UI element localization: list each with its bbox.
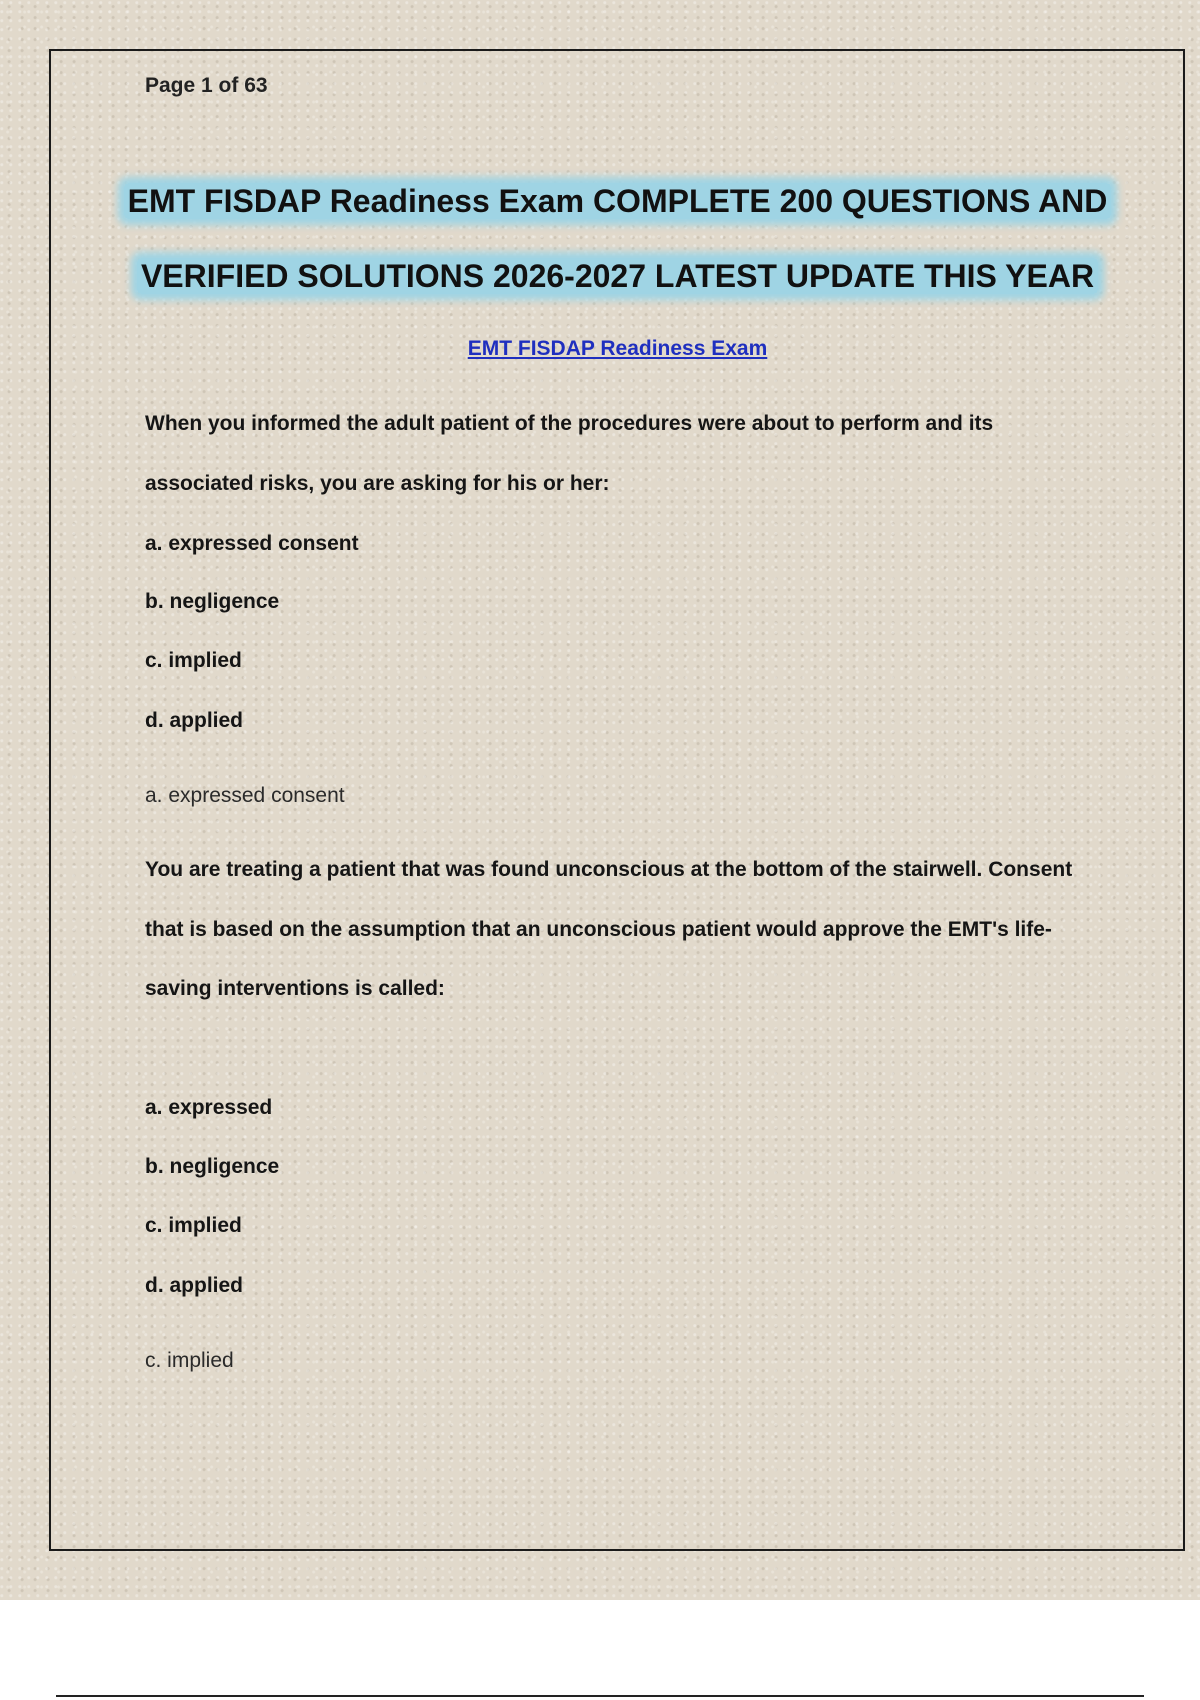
question-2-option-a: a. expressed	[145, 1096, 273, 1119]
page-number: Page 1 of 63	[145, 74, 268, 97]
footer-divider	[56, 1695, 1144, 1697]
question-2-option-b: b. negligence	[145, 1155, 280, 1178]
question-1-line-2: associated risks, you are asking for his or her:	[145, 472, 610, 495]
document-title-line-1: EMT FISDAP Readiness Exam COMPLETE 200 QUESTIONS AND	[0, 183, 1200, 220]
question-2-option-c: c. implied	[145, 1214, 242, 1237]
question-1-answer: a. expressed consent	[145, 784, 345, 807]
question-1-option-a: a. expressed consent	[145, 532, 359, 555]
question-1-option-b: b. negligence	[145, 590, 280, 613]
question-2-answer: c. implied	[145, 1349, 234, 1372]
question-1-line-1: When you informed the adult patient of the procedures were about to perform and its	[145, 412, 994, 435]
question-2-line-1: You are treating a patient that was found unconscious at the bottom of the stairwell. Consent	[145, 858, 1073, 881]
exam-link[interactable]: EMT FISDAP Readiness Exam	[467, 337, 768, 360]
question-1-option-c: c. implied	[145, 649, 242, 672]
question-2-line-2: that is based on the assumption that an unconscious patient would approve the EMT's life-	[145, 918, 1052, 941]
question-2-line-3: saving interventions is called:	[145, 977, 445, 1000]
question-1-option-d: d. applied	[145, 709, 244, 732]
question-2-option-d: d. applied	[145, 1274, 244, 1297]
document-title-line-2: VERIFIED SOLUTIONS 2026-2027 LATEST UPDATE THIS YEAR	[0, 258, 1200, 295]
subtitle	[0, 337, 1200, 361]
